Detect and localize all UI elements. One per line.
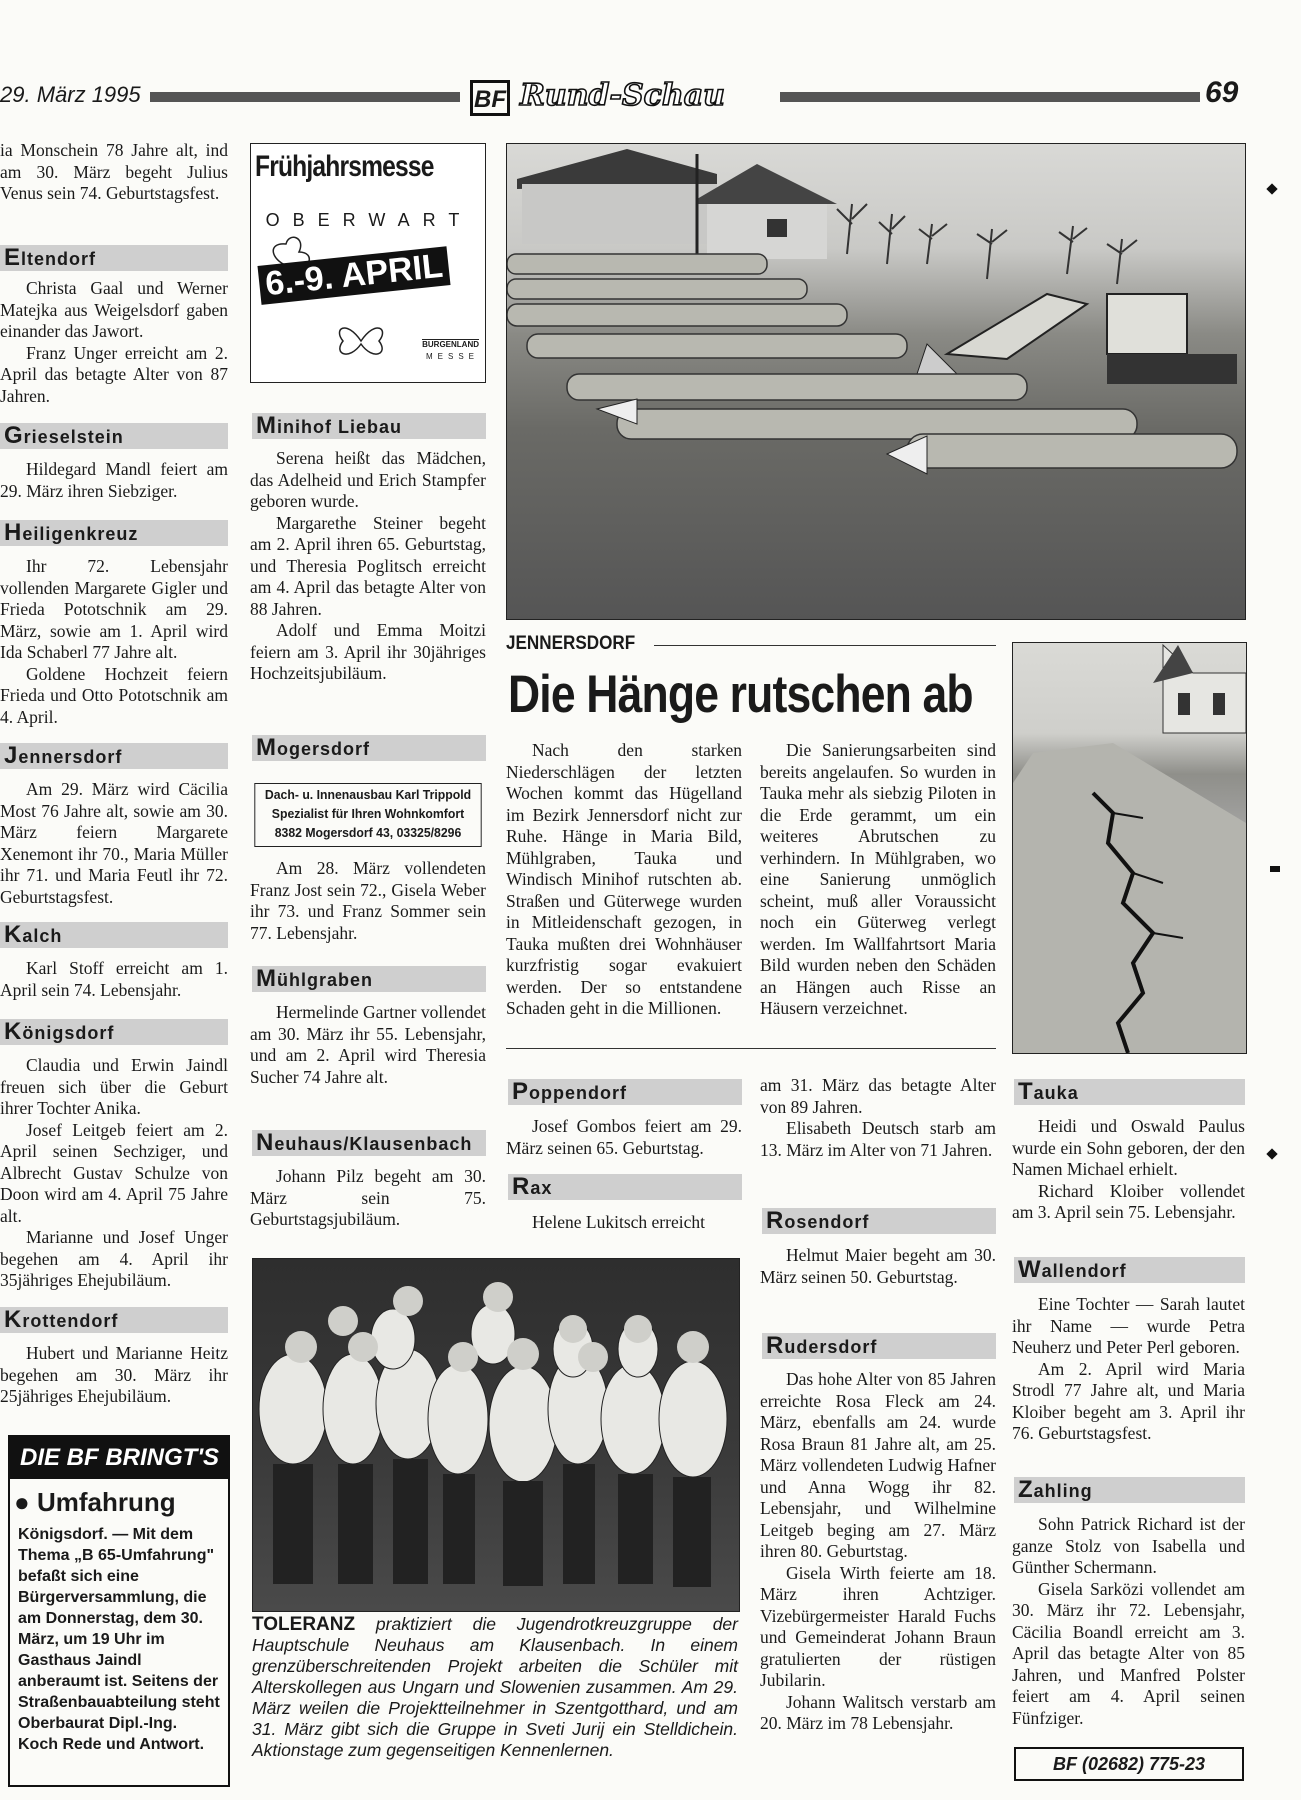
col2-minihof-text: Serena heißt das Mädchen, das Adelheid und Erich Stampfer geboren wurde. Margarethe Steiner begeht am 2. April ihren 65. Geburtstag, und Theresia Poglitsch erreicht am 4. April das betagte Alter von 88 Jahren. Adolf und Emma Moitzi feiern am 3. April ihr 30jähriges Hochzeitsjubiläum.	[250, 448, 486, 683]
section-head-eltendorf: Eltendorf	[0, 245, 228, 271]
col1-intro: ia Monschein 78 Jahre alt, ind am 30. März begeht Julius Venus sein 74. Geburtstagsfest.	[0, 140, 228, 203]
col1-grieselstein-text: Hildegard Mandl feiert am 29. März ihren Siebziger.	[0, 459, 228, 501]
section-head-grieselstein: Grieselstein	[0, 423, 228, 449]
section-head-koenigsdorf: Königsdorf	[0, 1019, 228, 1045]
col2-neuhaus-text: Johann Pilz begeht am 30. März sein 75. Geburtstagsjubiläum.	[250, 1166, 486, 1229]
group-photo-caption	[252, 1614, 738, 1761]
section-head-rudersdorf: Rudersdorf	[762, 1333, 996, 1359]
col4-cont-text: am 31. März das betagte Alter von 89 Jahren. Elisabeth Deutsch starb am 13. März im Alter von 71 Jahren.	[760, 1075, 996, 1160]
section-head-tauka: Tauka	[1014, 1079, 1245, 1105]
col1-jennersdorf-text: Am 29. März wird Cäcilia Most 76 Jahre alt, sowie am 30. März feiern Margarete Xenemont ihr 70., Maria Müller ihr 71. und Maria Feutl ihr 72. Geburtstagsfest.	[0, 779, 228, 907]
ad-trippold	[254, 783, 481, 847]
ad-messe-place: OBERWART	[265, 210, 473, 230]
ad-trippold-line2: Spezialist für Ihren Wohnkomfort	[271, 807, 465, 821]
photo-logs-excavator	[506, 143, 1246, 620]
col5-zahling-text: Sohn Patrick Richard ist der ganze Stolz von Isabella und Günther Schermann. Gisela Sarközi vollendet am 30. März ihr 72. Lebensjahr, Cäcilia Boandl erreicht am 3. April das betagte Alter von 85 Jahren, und Manfred Polster feiert am 4. April seinen Fünfziger.	[1012, 1514, 1245, 1728]
section-head-minihof-liebau: Minihof Liebau	[252, 413, 486, 439]
logo-bf: BF	[470, 80, 510, 116]
col4-rosendorf-text: Helmut Maier begeht am 30. März seinen 50. Geburtstag.	[760, 1245, 996, 1287]
col1-krottendorf-text: Hubert und Marianne Heitz begehen am 30. März ihr 25jähriges Ehejubiläum.	[0, 1343, 228, 1406]
ad-trippold-line1: Dach- u. Innenausbau Karl Trippold	[264, 788, 472, 802]
header-logo	[470, 80, 770, 118]
header-date: 29. März 1995	[0, 82, 141, 107]
section-head-rosendorf: Rosendorf	[762, 1208, 996, 1234]
ad-messe-title: Frühjahrsmesse	[255, 150, 434, 183]
col5-wallendorf-text: Eine Tochter — Sarah lautet ihr Name — wurde Petra Neuherz und Peter Perl geboren. Am 2. April wird Maria Strodl 77 Jahre alt, und Maria Kloiber begeht am 3. April ihr 76. Geburtstagsfest.	[1012, 1294, 1245, 1443]
col1-koenigsdorf-text: Claudia und Erwin Jaindl freuen sich über die Geburt ihrer Tochter Anika. Josef Leitgeb feiert am 2. April seinen Sechziger, und Albrecht Gustav Schulze von Doon wird am 4. April 75 Jahre alt. Marianne und Josef Unger begehen am 4. April ihr 35jähriges Ehejubiläum.	[0, 1055, 228, 1290]
bringts-heading: ● Umfahrung	[14, 1487, 176, 1517]
header-rule-left	[150, 92, 460, 102]
bullet-icon: ●	[14, 1487, 30, 1517]
scan-mark-2	[1270, 866, 1280, 872]
section-head-zahling: Zahling	[1014, 1477, 1245, 1503]
section-head-krottendorf: Krottendorf	[0, 1307, 228, 1333]
scan-mark-1	[1266, 183, 1277, 194]
col2-mogersdorf-text: Am 28. März vollendeten Franz Jost sein 72., Gisela Weber ihr 73. und Franz Sommer sein 77. Lebensjahr.	[250, 858, 486, 943]
col3-rax-text: Helene Lukitsch erreicht	[532, 1212, 705, 1232]
kicker-rule	[654, 645, 996, 646]
col4-rudersdorf-text: Das hohe Alter von 85 Jahren erreichte Rosa Fleck am 24. März, ebenfalls am 24. wurde Rosa Braun 81 Jahre alt, am 25. März vollendeten Ludwig Hafner und Anna Wogg ihr 82. Lebensjahr, und Wilhelmine Leitgeb beging am 27. März ihren 80. Geburtstag. Gisela Wirth feierte am 18. März ihren Achtziger. Vizebürgermeister Harald Fuchs und Gemeinderat Johann Braun gratulierten der rüstigen Jubilarin. Johann Walitsch verstarb am 20. März im 78 Lebensjahr.	[760, 1369, 996, 1733]
ad-messe-brand2: MESSE	[425, 352, 479, 361]
section-head-heiligenkreuz: Heiligenkreuz	[0, 520, 228, 546]
butterfly-icon	[331, 319, 391, 364]
header-rule-right	[780, 92, 1200, 102]
bringts-box	[8, 1435, 230, 1787]
section-head-poppendorf: Poppendorf	[508, 1079, 742, 1105]
col1-eltendorf-text: Christa Gaal und Werner Matejka aus Weigelsdorf gaben einander das Jawort. Franz Unger erreicht am 2. April das betagte Alter von 87 Jahren.	[0, 278, 228, 406]
article-headline: Die Hänge rutschen ab	[508, 665, 973, 724]
article-kicker: JENNERSDORF	[506, 633, 996, 659]
section-head-kalch: Kalch	[0, 922, 228, 948]
bringts-body: Königsdorf. — Mit dem Thema „B 65-Umfahrung" befaßt sich eine Bürgerversammlung, die am Donnerstag, dem 30. März, um 19 Uhr im Gasthaus Jaindl anberaumt ist. Seitens der Straßenbauabteilung steht Oberbaurat Dipl.-Ing. Koch Rede und Antwort.	[18, 1526, 220, 1753]
caption-text: praktiziert die Jugendrotkreuzgruppe der Hauptschule Neuhaus am Klausenbach. In einem grenzüberschreitenden Projekt arbeiten die Schüler mit Alterskollegen aus Ungarn und Slowenien zusammen. Am 29. März weilen die Projektteilnehmer in Szentgotthard, und am 31. März gibt sich die Gruppe in Sveti Jurij ein Stelldichein. Aktionstage zum gegenseitigen Kennenlernen.	[252, 1614, 738, 1760]
page-number: 69	[1205, 76, 1239, 109]
col3-poppendorf-text: Josef Gombos feiert am 29. März seinen 65. Geburtstag.	[506, 1116, 742, 1158]
article-bottom-rule	[506, 1048, 996, 1049]
ad-fruehjahrsmesse	[250, 143, 486, 383]
section-head-wallendorf: Wallendorf	[1014, 1257, 1245, 1283]
ad-messe-brand: BURGENLAND	[422, 340, 479, 349]
photo-group-students	[252, 1258, 740, 1612]
section-head-rax: Rax	[508, 1174, 742, 1200]
col1-kalch-text: Karl Stoff erreicht am 1. April sein 74. Lebensjahr.	[0, 958, 228, 1000]
phone-box: BF (02682) 775-23	[1014, 1747, 1244, 1781]
article-col-b: Die Sanierungsarbeiten sind bereits angelaufen. So wurden in Tauka mehr als siebzig Piloten in die Erde gerammt, um ein weiteres Abrutschen zu verhindern. In Mühlgraben, wo eine Sanierung unmöglich scheint, muß aller Voraussicht noch ein Güterweg verlegt werden. Im Wallfahrtsort Maria Bild wurden neben den Schäden an Hängen auch Risse an Häusern verzeichnet.	[760, 740, 996, 1018]
scan-mark-3	[1266, 1148, 1277, 1159]
col1-heiligenkreuz-text: Ihr 72. Lebensjahr vollenden Margarete Gigler und Frieda Pototschnik am 29. März, sowie am 1. April wird Ida Schaberl 77 Jahre alt. Goldene Hochzeit feiern Frieda und Otto Pototschnik am 4. April.	[0, 556, 228, 727]
section-head-jennersdorf: Jennersdorf	[0, 743, 228, 769]
section-head-neuhaus: Neuhaus/Klausenbach	[252, 1130, 486, 1156]
photo-cracked-road	[1012, 642, 1247, 1054]
ad-trippold-line3: 8382 Mogersdorf 43, 03325/8296	[274, 826, 462, 840]
bringts-title: DIE BF BRINGT'S	[10, 1437, 228, 1479]
caption-lead: TOLERANZ	[252, 1614, 356, 1635]
logo-title: Rund-Schau	[520, 78, 725, 113]
ad-messe-dates: 6.-9. APRIL	[257, 246, 450, 305]
col2-muehlgraben-text: Hermelinde Gartner vollendet am 30. März ihr 55. Lebensjahr, und am 2. April wird Theresia Sucher 74 Jahre alt.	[250, 1002, 486, 1087]
article-col-a: Nach den starken Niederschlägen der letzten Wochen kommt das Hügelland im Bezirk Jennersdorf nicht zur Ruhe. Hänge in Maria Bild, Mühlgraben, Tauka und Windisch Minihof rutschten ab. Straßen und Güterwege wurden in Mitleidenschaft gezogen, in Tauka mußten drei Wohnhäuser kurzfristig sogar evakuiert werden. Der so entstandene Schaden geht in die Millionen.	[506, 740, 742, 1018]
section-head-muehlgraben: Mühlgraben	[252, 966, 486, 992]
col5-tauka-text: Heidi und Oswald Paulus wurde ein Sohn geboren, der den Namen Michael erhielt. Richard Kloiber vollendet am 3. April sein 75. Lebensjahr.	[1012, 1116, 1245, 1222]
section-head-mogersdorf: Mogersdorf	[252, 735, 486, 761]
